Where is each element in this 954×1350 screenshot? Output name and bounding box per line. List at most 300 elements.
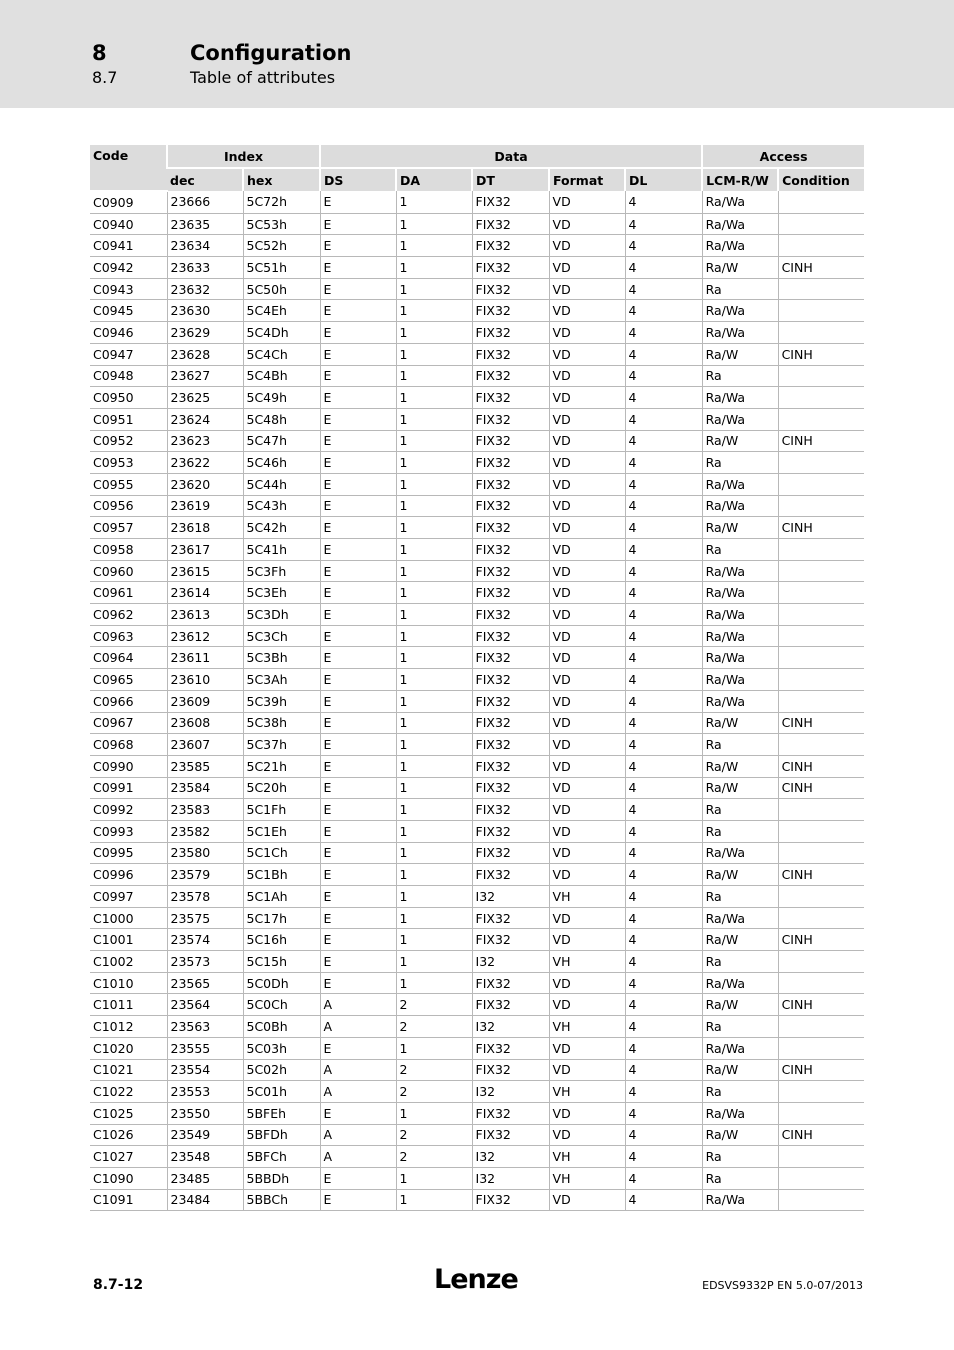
cell-condition <box>778 1167 864 1189</box>
cell-format: VD <box>549 734 625 756</box>
table-row <box>90 1081 864 1103</box>
group-header-row <box>90 145 864 168</box>
cell-condition <box>778 582 864 604</box>
cell-dec: 23485 <box>167 1167 243 1189</box>
cell-dec: 23624 <box>167 408 243 430</box>
cell-lcm-rw: Ra <box>702 1167 778 1189</box>
cell-dec: 23617 <box>167 539 243 561</box>
cell-da: 1 <box>396 430 472 452</box>
cell-lcm-rw: Ra/Wa <box>702 907 778 929</box>
cell-da: 1 <box>396 690 472 712</box>
cell-dec: 23612 <box>167 625 243 647</box>
cell-dt: FIX32 <box>472 1059 549 1081</box>
cell-dt: FIX32 <box>472 473 549 495</box>
cell-da: 1 <box>396 322 472 344</box>
cell-dl: 4 <box>625 842 702 864</box>
cell-dec: 23554 <box>167 1059 243 1081</box>
cell-hex: 5C03h <box>243 1037 320 1059</box>
cell-dt: I32 <box>472 1081 549 1103</box>
cell-condition <box>778 1037 864 1059</box>
cell-da: 1 <box>396 799 472 821</box>
cell-dec: 23632 <box>167 278 243 300</box>
cell-dl: 4 <box>625 343 702 365</box>
cell-da: 1 <box>396 191 472 213</box>
cell-ds: A <box>320 994 396 1016</box>
cell-ds: E <box>320 539 396 561</box>
cell-dl: 4 <box>625 994 702 1016</box>
cell-da: 1 <box>396 820 472 842</box>
cell-dec: 23582 <box>167 820 243 842</box>
column-header-dt: DT <box>472 168 549 191</box>
cell-da: 1 <box>396 842 472 864</box>
cell-hex: 5C4Eh <box>243 300 320 322</box>
cell-format: VD <box>549 712 625 734</box>
cell-ds: E <box>320 777 396 799</box>
cell-dl: 4 <box>625 820 702 842</box>
cell-lcm-rw: Ra/Wa <box>702 647 778 669</box>
cell-hex: 5C50h <box>243 278 320 300</box>
cell-ds: E <box>320 734 396 756</box>
cell-lcm-rw: Ra/Wa <box>702 972 778 994</box>
cell-da: 2 <box>396 1124 472 1146</box>
cell-ds: A <box>320 1016 396 1038</box>
cell-dt: I32 <box>472 1146 549 1168</box>
table-row <box>90 929 864 951</box>
cell-lcm-rw: Ra/Wa <box>702 604 778 626</box>
cell-format: VD <box>549 777 625 799</box>
cell-dec: 23625 <box>167 387 243 409</box>
table-row <box>90 517 864 539</box>
cell-ds: E <box>320 343 396 365</box>
cell-dt: FIX32 <box>472 842 549 864</box>
table-row <box>90 473 864 495</box>
column-header-dl: DL <box>625 168 702 191</box>
cell-format: VD <box>549 1124 625 1146</box>
cell-dec: 23628 <box>167 343 243 365</box>
chapter-number: 8 <box>92 41 107 65</box>
cell-dt: FIX32 <box>472 669 549 691</box>
column-header-da: DA <box>396 168 472 191</box>
cell-hex: 5C02h <box>243 1059 320 1081</box>
cell-format: VH <box>549 1081 625 1103</box>
cell-lcm-rw: Ra/Wa <box>702 322 778 344</box>
cell-ds: E <box>320 842 396 864</box>
cell-dec: 23615 <box>167 560 243 582</box>
cell-dt: FIX32 <box>472 1102 549 1124</box>
cell-dt: FIX32 <box>472 1037 549 1059</box>
cell-dec: 23580 <box>167 842 243 864</box>
table-row <box>90 1189 864 1211</box>
cell-ds: E <box>320 625 396 647</box>
cell-hex: 5C38h <box>243 712 320 734</box>
cell-format: VD <box>549 972 625 994</box>
cell-format: VD <box>549 864 625 886</box>
cell-condition <box>778 625 864 647</box>
cell-format: VD <box>549 647 625 669</box>
cell-condition <box>778 886 864 908</box>
cell-dec: 23579 <box>167 864 243 886</box>
cell-dt: FIX32 <box>472 864 549 886</box>
cell-dec: 23585 <box>167 755 243 777</box>
table-row <box>90 994 864 1016</box>
cell-dl: 4 <box>625 604 702 626</box>
cell-ds: E <box>320 669 396 691</box>
cell-dl: 4 <box>625 777 702 799</box>
table-row <box>90 257 864 279</box>
cell-code: C0941 <box>90 235 167 257</box>
cell-lcm-rw: Ra/W <box>702 343 778 365</box>
cell-dt: FIX32 <box>472 235 549 257</box>
cell-ds: E <box>320 300 396 322</box>
table-row <box>90 777 864 799</box>
cell-dec: 23548 <box>167 1146 243 1168</box>
cell-code: C0963 <box>90 625 167 647</box>
cell-format: VD <box>549 799 625 821</box>
cell-hex: 5C44h <box>243 473 320 495</box>
cell-dl: 4 <box>625 669 702 691</box>
cell-condition: CINH <box>778 712 864 734</box>
cell-da: 1 <box>396 213 472 235</box>
table-row <box>90 387 864 409</box>
cell-hex: 5C16h <box>243 929 320 951</box>
cell-dt: FIX32 <box>472 1124 549 1146</box>
cell-code: C1020 <box>90 1037 167 1059</box>
cell-dt: FIX32 <box>472 278 549 300</box>
cell-ds: E <box>320 604 396 626</box>
cell-dl: 4 <box>625 408 702 430</box>
cell-format: VD <box>549 300 625 322</box>
column-header-code: Code <box>90 145 167 191</box>
cell-format: VD <box>549 1059 625 1081</box>
section-number: 8.7 <box>92 68 118 87</box>
cell-dl: 4 <box>625 755 702 777</box>
cell-da: 1 <box>396 886 472 908</box>
document-id: EDSVS9332P EN 5.0-07/2013 <box>702 1279 863 1292</box>
cell-dec: 23565 <box>167 972 243 994</box>
cell-ds: E <box>320 972 396 994</box>
cell-ds: E <box>320 235 396 257</box>
cell-dl: 4 <box>625 213 702 235</box>
cell-lcm-rw: Ra/W <box>702 257 778 279</box>
cell-condition: CINH <box>778 864 864 886</box>
cell-dl: 4 <box>625 1102 702 1124</box>
cell-lcm-rw: Ra/W <box>702 430 778 452</box>
cell-dt: FIX32 <box>472 820 549 842</box>
table-row <box>90 539 864 561</box>
cell-format: VD <box>549 1037 625 1059</box>
cell-lcm-rw: Ra/Wa <box>702 300 778 322</box>
cell-lcm-rw: Ra/Wa <box>702 213 778 235</box>
cell-lcm-rw: Ra/Wa <box>702 582 778 604</box>
column-header-format: Format <box>549 168 625 191</box>
cell-dl: 4 <box>625 972 702 994</box>
cell-hex: 5C51h <box>243 257 320 279</box>
table-row <box>90 1037 864 1059</box>
cell-format: VD <box>549 625 625 647</box>
table-row <box>90 1016 864 1038</box>
cell-condition: CINH <box>778 1124 864 1146</box>
cell-da: 1 <box>396 951 472 973</box>
cell-code: C1001 <box>90 929 167 951</box>
cell-dt: FIX32 <box>472 430 549 452</box>
cell-ds: E <box>320 1102 396 1124</box>
table-row <box>90 886 864 908</box>
cell-lcm-rw: Ra/Wa <box>702 408 778 430</box>
cell-dec: 23611 <box>167 647 243 669</box>
cell-dl: 4 <box>625 582 702 604</box>
cell-format: VD <box>549 669 625 691</box>
cell-format: VD <box>549 322 625 344</box>
cell-format: VD <box>549 1102 625 1124</box>
cell-dec: 23623 <box>167 430 243 452</box>
cell-hex: 5C49h <box>243 387 320 409</box>
cell-dec: 23618 <box>167 517 243 539</box>
cell-hex: 5C17h <box>243 907 320 929</box>
cell-format: VD <box>549 560 625 582</box>
table-row <box>90 322 864 344</box>
cell-dt: FIX32 <box>472 972 549 994</box>
cell-lcm-rw: Ra <box>702 886 778 908</box>
column-header-lcm-rw: LCM-R/W <box>702 168 778 191</box>
cell-dl: 4 <box>625 1016 702 1038</box>
cell-lcm-rw: Ra <box>702 452 778 474</box>
cell-dec: 23574 <box>167 929 243 951</box>
cell-condition <box>778 690 864 712</box>
cell-condition <box>778 1016 864 1038</box>
cell-code: C1091 <box>90 1189 167 1211</box>
cell-dt: FIX32 <box>472 712 549 734</box>
cell-da: 1 <box>396 235 472 257</box>
cell-lcm-rw: Ra/W <box>702 864 778 886</box>
cell-lcm-rw: Ra/Wa <box>702 1189 778 1211</box>
cell-dt: I32 <box>472 1016 549 1038</box>
cell-condition: CINH <box>778 755 864 777</box>
cell-da: 1 <box>396 539 472 561</box>
cell-format: VD <box>549 365 625 387</box>
cell-dl: 4 <box>625 517 702 539</box>
cell-condition <box>778 495 864 517</box>
cell-condition <box>778 604 864 626</box>
cell-code: C0943 <box>90 278 167 300</box>
cell-da: 2 <box>396 1081 472 1103</box>
table-row <box>90 820 864 842</box>
cell-code: C0942 <box>90 257 167 279</box>
cell-da: 1 <box>396 257 472 279</box>
cell-format: VH <box>549 951 625 973</box>
cell-dt: I32 <box>472 886 549 908</box>
cell-da: 1 <box>396 1189 472 1211</box>
cell-da: 1 <box>396 387 472 409</box>
cell-code: C0967 <box>90 712 167 734</box>
cell-code: C0996 <box>90 864 167 886</box>
table-row <box>90 582 864 604</box>
cell-format: VD <box>549 517 625 539</box>
cell-dt: FIX32 <box>472 907 549 929</box>
cell-lcm-rw: Ra <box>702 1016 778 1038</box>
cell-dec: 23484 <box>167 1189 243 1211</box>
cell-ds: E <box>320 517 396 539</box>
cell-lcm-rw: Ra <box>702 365 778 387</box>
cell-code: C0950 <box>90 387 167 409</box>
table-row <box>90 1102 864 1124</box>
cell-dl: 4 <box>625 300 702 322</box>
cell-dl: 4 <box>625 539 702 561</box>
cell-format: VD <box>549 690 625 712</box>
cell-code: C0955 <box>90 473 167 495</box>
cell-condition: CINH <box>778 994 864 1016</box>
cell-dec: 23635 <box>167 213 243 235</box>
cell-da: 2 <box>396 1146 472 1168</box>
cell-condition <box>778 387 864 409</box>
cell-lcm-rw: Ra/Wa <box>702 560 778 582</box>
table-row <box>90 430 864 452</box>
cell-code: C0947 <box>90 343 167 365</box>
cell-format: VD <box>549 842 625 864</box>
cell-condition <box>778 365 864 387</box>
cell-condition <box>778 213 864 235</box>
table-row <box>90 669 864 691</box>
cell-code: C0968 <box>90 734 167 756</box>
cell-ds: E <box>320 191 396 213</box>
cell-da: 1 <box>396 604 472 626</box>
cell-hex: 5BFCh <box>243 1146 320 1168</box>
cell-dl: 4 <box>625 864 702 886</box>
cell-code: C1012 <box>90 1016 167 1038</box>
cell-da: 1 <box>396 777 472 799</box>
cell-dl: 4 <box>625 257 702 279</box>
cell-format: VD <box>549 755 625 777</box>
cell-condition <box>778 408 864 430</box>
cell-condition <box>778 842 864 864</box>
cell-hex: 5C3Dh <box>243 604 320 626</box>
cell-condition <box>778 669 864 691</box>
cell-dec: 23630 <box>167 300 243 322</box>
cell-code: C0993 <box>90 820 167 842</box>
cell-da: 1 <box>396 495 472 517</box>
cell-dl: 4 <box>625 495 702 517</box>
table-row <box>90 495 864 517</box>
cell-hex: 5C15h <box>243 951 320 973</box>
cell-dec: 23550 <box>167 1102 243 1124</box>
cell-code: C0956 <box>90 495 167 517</box>
sub-header-row <box>90 168 864 191</box>
cell-da: 1 <box>396 517 472 539</box>
cell-da: 1 <box>396 907 472 929</box>
table-row <box>90 690 864 712</box>
cell-lcm-rw: Ra/Wa <box>702 235 778 257</box>
table-row <box>90 972 864 994</box>
table-row <box>90 1167 864 1189</box>
cell-condition <box>778 647 864 669</box>
column-header-hex: hex <box>243 168 320 191</box>
cell-hex: 5C1Ah <box>243 886 320 908</box>
cell-hex: 5C1Ch <box>243 842 320 864</box>
cell-hex: 5C39h <box>243 690 320 712</box>
cell-lcm-rw: Ra/Wa <box>702 495 778 517</box>
cell-code: C1090 <box>90 1167 167 1189</box>
cell-dt: FIX32 <box>472 994 549 1016</box>
cell-hex: 5C46h <box>243 452 320 474</box>
cell-condition <box>778 972 864 994</box>
table-row <box>90 734 864 756</box>
cell-format: VH <box>549 1167 625 1189</box>
cell-lcm-rw: Ra <box>702 951 778 973</box>
cell-dec: 23573 <box>167 951 243 973</box>
cell-da: 2 <box>396 994 472 1016</box>
table-row <box>90 604 864 626</box>
cell-code: C0909 <box>90 191 167 213</box>
cell-dec: 23666 <box>167 191 243 213</box>
cell-ds: E <box>320 408 396 430</box>
cell-dec: 23629 <box>167 322 243 344</box>
cell-code: C0952 <box>90 430 167 452</box>
cell-dec: 23553 <box>167 1081 243 1103</box>
cell-dl: 4 <box>625 799 702 821</box>
cell-code: C0945 <box>90 300 167 322</box>
cell-dt: FIX32 <box>472 387 549 409</box>
cell-dl: 4 <box>625 1146 702 1168</box>
cell-lcm-rw: Ra <box>702 1146 778 1168</box>
cell-dec: 23609 <box>167 690 243 712</box>
cell-lcm-rw: Ra/W <box>702 1059 778 1081</box>
cell-dt: FIX32 <box>472 1189 549 1211</box>
cell-condition: CINH <box>778 1059 864 1081</box>
cell-code: C1000 <box>90 907 167 929</box>
cell-dl: 4 <box>625 929 702 951</box>
table-row <box>90 235 864 257</box>
cell-lcm-rw: Ra/Wa <box>702 842 778 864</box>
cell-lcm-rw: Ra/W <box>702 712 778 734</box>
cell-ds: A <box>320 1146 396 1168</box>
cell-dt: FIX32 <box>472 300 549 322</box>
cell-format: VH <box>549 1146 625 1168</box>
cell-dt: FIX32 <box>472 191 549 213</box>
table-row <box>90 842 864 864</box>
cell-hex: 5C43h <box>243 495 320 517</box>
cell-da: 1 <box>396 929 472 951</box>
cell-format: VD <box>549 257 625 279</box>
cell-ds: E <box>320 473 396 495</box>
cell-dec: 23575 <box>167 907 243 929</box>
cell-dec: 23563 <box>167 1016 243 1038</box>
cell-lcm-rw: Ra <box>702 278 778 300</box>
cell-hex: 5C1Bh <box>243 864 320 886</box>
cell-dec: 23622 <box>167 452 243 474</box>
cell-hex: 5C4Dh <box>243 322 320 344</box>
cell-lcm-rw: Ra/W <box>702 929 778 951</box>
cell-dec: 23613 <box>167 604 243 626</box>
cell-ds: E <box>320 1189 396 1211</box>
cell-dec: 23578 <box>167 886 243 908</box>
cell-da: 1 <box>396 669 472 691</box>
cell-ds: E <box>320 1167 396 1189</box>
cell-format: VD <box>549 343 625 365</box>
cell-condition <box>778 1102 864 1124</box>
table-row <box>90 625 864 647</box>
cell-da: 1 <box>396 278 472 300</box>
cell-condition <box>778 300 864 322</box>
cell-condition <box>778 734 864 756</box>
cell-lcm-rw: Ra <box>702 734 778 756</box>
cell-code: C0957 <box>90 517 167 539</box>
cell-ds: E <box>320 820 396 842</box>
cell-hex: 5C3Eh <box>243 582 320 604</box>
table-row <box>90 213 864 235</box>
table-row <box>90 452 864 474</box>
cell-hex: 5C1Fh <box>243 799 320 821</box>
cell-dl: 4 <box>625 365 702 387</box>
cell-dec: 23614 <box>167 582 243 604</box>
